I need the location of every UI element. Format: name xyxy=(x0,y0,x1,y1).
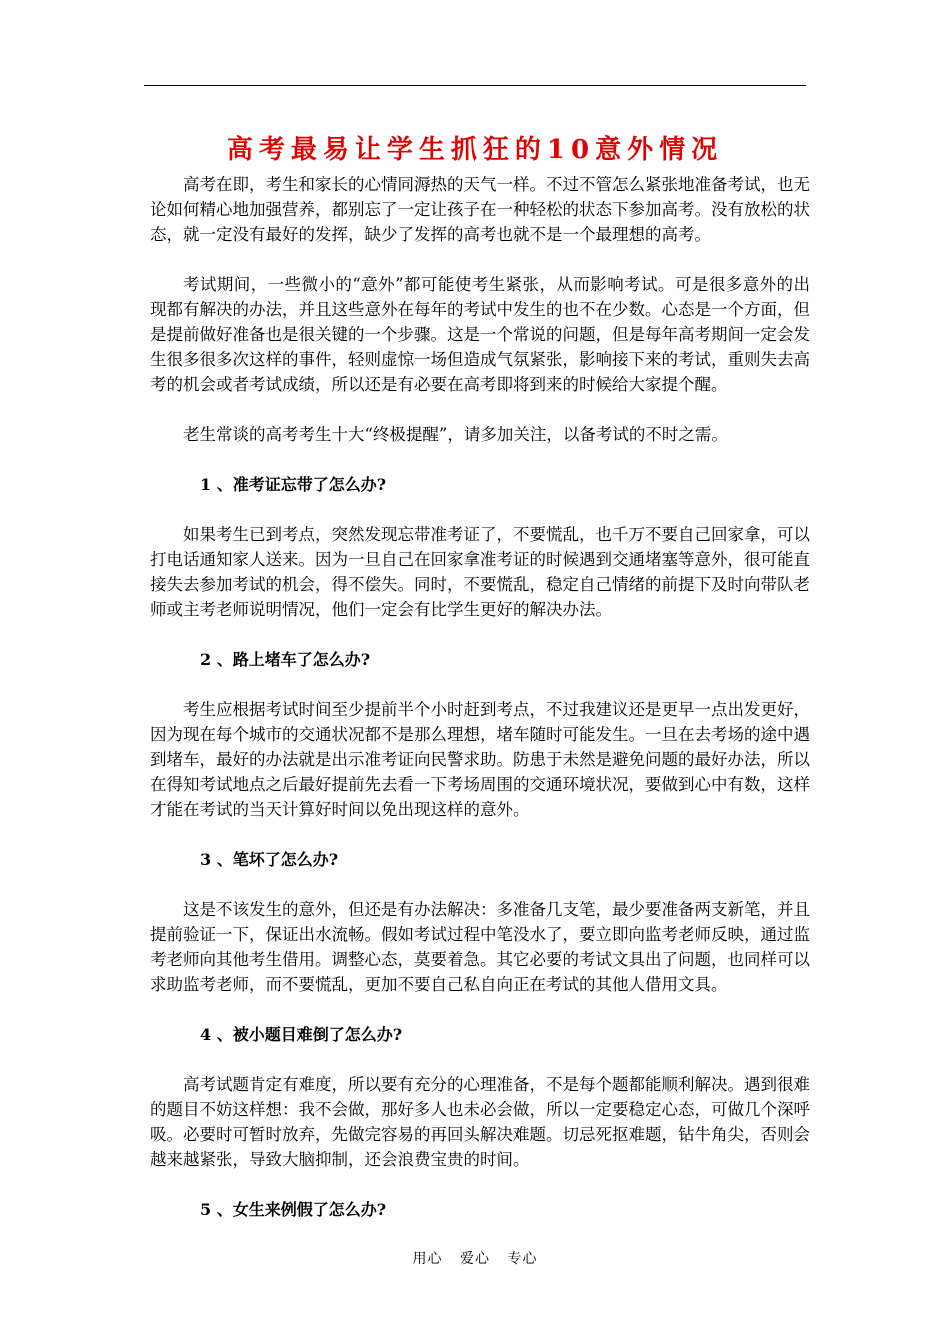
section-paragraph: 考生应根据考试时间至少提前半个小时赶到考点，不过我建议还是更早一点出发更好，因为现在每个城市的交通状况都不是那么理想，堵车随时可能发生。一旦在去考场的途中遇到堵车，最好的办法就是出示准考证向民警求助。防患于未然是避免问题的最好办法，所以在得知考试地点之后最好提前先去看一下考场周围的交通环境状况，要做到心中有数，这样才能在考试的当天计算好时间以免出现这样的意外。 xyxy=(150,700,810,819)
section-heading: 5 、女生来例假了怎么办? xyxy=(200,1200,387,1219)
intro-paragraph: 老生常谈的高考考生十大“终极提醒”，请多加关注，以备考试的不时之需。 xyxy=(183,425,728,444)
document-body xyxy=(150,172,810,1222)
section-paragraph: 如果考生已到考点，突然发现忘带准考证了，不要慌乱，也千万不要自己回家拿，可以打电话通知家人送来。因为一旦自己在回家拿准考证的时候遇到交通堵塞等意外，很可能直接失去参加考试的机会，得不偿失。同时，不要慌乱，稳定自己情绪的前提下及时向带队老师或主考老师说明情况，他们一定会有比学生更好的解决办法。 xyxy=(150,525,810,619)
intro-paragraph: 考试期间，一些微小的“意外”都可能使考生紧张，从而影响考试。可是很多意外的出现都有解决的办法，并且这些意外在每年的考试中发生的也不在少数。心态是一个方面，但是提前做好准备也是很关键的一个步骤。这是一个常说的问题，但是每年高考期间一定会发生很多很多次这样的事件，轻则虚惊一场但造成气氛紧张，影响接下来的考试，重则失去高考的机会或者考试成绩，所以还是有必要在高考即将到来的时候给大家提个醒。 xyxy=(150,275,810,394)
header-rule xyxy=(144,85,806,86)
section-paragraph: 这是不该发生的意外，但还是有办法解决：多准备几支笔，最少要准备两支新笔，并且提前验证一下，保证出水流畅。假如考试过程中笔没水了，要立即向监考老师反映，通过监考老师向其他考生借用。调整心态，莫要着急。其它必要的考试文具出了问题，也同样可以求助监考老师，而不要慌乱，更加不要自己私自向正在考试的其他人借用文具。 xyxy=(150,900,810,994)
footer-text: 用心 xyxy=(412,1251,443,1267)
section-heading: 1 、准考证忘带了怎么办? xyxy=(200,475,387,494)
section-heading: 2 、路上堵车了怎么办? xyxy=(200,650,371,669)
section-heading: 3 、笔坏了怎么办? xyxy=(200,850,339,869)
page-footer xyxy=(0,1248,950,1268)
footer-text: 专心 xyxy=(507,1251,538,1267)
footer-text: 爱心 xyxy=(460,1251,490,1267)
page-title: 高考最易让学生抓狂的10意外情况 xyxy=(226,135,724,165)
section-heading: 4 、被小题目难倒了怎么办? xyxy=(200,1025,403,1044)
intro-paragraph: 高考在即，考生和家长的心情同溽热的天气一样。不过不管怎么紧张地准备考试，也无论如何精心地加强营养，都别忘了一定让孩子在一种轻松的状态下参加高考。没有放松的状态，就一定没有最好的发挥，缺少了发挥的高考也就不是一个最理想的高考。 xyxy=(150,175,810,244)
section-paragraph: 高考试题肯定有难度，所以要有充分的心理准备，不是每个题都能顺利解决。遇到很难的题目不妨这样想：我不会做，那好多人也未必会做，所以一定要稳定心态，可做几个深呼吸。必要时可暂时放弃，先做完容易的再回头解决难题。切忌死抠难题，钻牛角尖，否则会越来越紧张，导致大脑抑制，还会浪费宝贵的时间。 xyxy=(150,1075,810,1169)
